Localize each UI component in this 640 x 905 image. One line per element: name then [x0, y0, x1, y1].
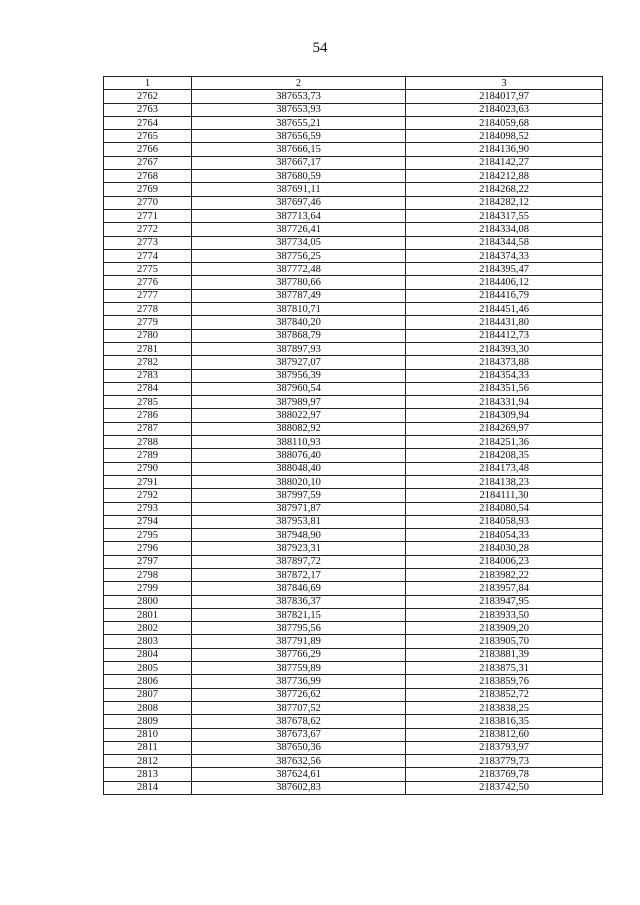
point-number-cell: 2778: [104, 303, 192, 316]
point-number-cell: 2763: [104, 103, 192, 116]
table-row: [104, 143, 603, 156]
coordinate-x-cell: 387697,46: [192, 196, 406, 209]
coordinate-x-cell: 387787,49: [192, 289, 406, 302]
table-row: [104, 675, 603, 688]
point-number-cell: 2801: [104, 608, 192, 621]
coordinate-y-cell: 2184282,12: [406, 196, 603, 209]
point-number-cell: 2765: [104, 130, 192, 143]
table-row: [104, 502, 603, 515]
table-row: [104, 369, 603, 382]
point-number-cell: 2764: [104, 116, 192, 129]
coordinate-y-cell: 2183933,50: [406, 608, 603, 621]
coordinate-x-cell: 388020,10: [192, 475, 406, 488]
coordinate-y-cell: 2184351,56: [406, 382, 603, 395]
coordinate-x-cell: 387791,89: [192, 635, 406, 648]
table-row: [104, 568, 603, 581]
coordinate-y-cell: 2184416,79: [406, 289, 603, 302]
coordinate-x-cell: 387810,71: [192, 303, 406, 316]
table-row: [104, 781, 603, 794]
coordinate-x-cell: 387655,21: [192, 116, 406, 129]
table-row: [104, 715, 603, 728]
coordinate-y-cell: 2184431,80: [406, 316, 603, 329]
point-number-cell: 2793: [104, 502, 192, 515]
coordinate-x-cell: 387678,62: [192, 715, 406, 728]
coordinate-x-cell: 387602,83: [192, 781, 406, 794]
point-number-cell: 2782: [104, 356, 192, 369]
page-number: 54: [312, 40, 328, 56]
coordinate-x-cell: 387734,05: [192, 236, 406, 249]
coordinate-y-cell: 2183838,25: [406, 701, 603, 714]
coordinate-x-cell: 387736,99: [192, 675, 406, 688]
header-row: [104, 77, 603, 90]
coordinate-x-cell: 387948,90: [192, 529, 406, 542]
coordinate-x-cell: 387780,66: [192, 276, 406, 289]
coordinate-x-cell: 387836,37: [192, 595, 406, 608]
coordinate-x-cell: 387656,59: [192, 130, 406, 143]
coordinate-y-cell: 2184309,94: [406, 409, 603, 422]
coordinate-x-cell: 387897,72: [192, 555, 406, 568]
table-row: [104, 542, 603, 555]
table-row: [104, 276, 603, 289]
coordinate-y-cell: 2183909,20: [406, 622, 603, 635]
point-number-cell: 2780: [104, 329, 192, 342]
coordinate-x-cell: 387666,15: [192, 143, 406, 156]
point-number-cell: 2766: [104, 143, 192, 156]
table-row: [104, 183, 603, 196]
point-number-cell: 2769: [104, 183, 192, 196]
coordinate-x-cell: 387971,87: [192, 502, 406, 515]
coordinate-y-cell: 2184142,27: [406, 156, 603, 169]
coordinate-y-cell: 2184017,97: [406, 90, 603, 103]
coordinate-x-cell: 387759,89: [192, 662, 406, 675]
point-number-cell: 2812: [104, 755, 192, 768]
point-number-cell: 2806: [104, 675, 192, 688]
coordinate-y-cell: 2183905,70: [406, 635, 603, 648]
table-row: [104, 396, 603, 409]
coordinate-x-cell: 388110,93: [192, 436, 406, 449]
coordinate-x-cell: 387726,41: [192, 223, 406, 236]
point-number-cell: 2777: [104, 289, 192, 302]
point-number-cell: 2795: [104, 529, 192, 542]
point-number-cell: 2775: [104, 263, 192, 276]
table-row: [104, 236, 603, 249]
coordinate-x-cell: 387840,20: [192, 316, 406, 329]
coordinate-x-cell: 388076,40: [192, 449, 406, 462]
coordinate-x-cell: 387897,93: [192, 342, 406, 355]
point-number-cell: 2804: [104, 648, 192, 661]
coordinate-y-cell: 2184393,30: [406, 342, 603, 355]
point-number-cell: 2773: [104, 236, 192, 249]
table-row: [104, 515, 603, 528]
coordinate-x-cell: 388022,97: [192, 409, 406, 422]
coordinate-x-cell: 387624,61: [192, 768, 406, 781]
coordinate-x-cell: 387653,93: [192, 103, 406, 116]
table-row: [104, 608, 603, 621]
table-row: [104, 728, 603, 741]
table-row: [104, 768, 603, 781]
coordinate-x-cell: 387953,81: [192, 515, 406, 528]
coordinate-y-cell: 2183852,72: [406, 688, 603, 701]
coordinate-y-cell: 2184136,90: [406, 143, 603, 156]
coordinate-x-cell: 387667,17: [192, 156, 406, 169]
coordinate-x-cell: 387997,59: [192, 489, 406, 502]
coordinate-y-cell: 2184098,52: [406, 130, 603, 143]
point-number-cell: 2802: [104, 622, 192, 635]
point-number-cell: 2803: [104, 635, 192, 648]
coordinate-y-cell: 2184054,33: [406, 529, 603, 542]
coordinate-y-cell: 2183982,22: [406, 568, 603, 581]
coordinate-x-cell: 387713,64: [192, 209, 406, 222]
point-number-cell: 2796: [104, 542, 192, 555]
coordinate-y-cell: 2184006,23: [406, 555, 603, 568]
coordinate-x-cell: 387989,97: [192, 396, 406, 409]
table-body: [104, 90, 603, 795]
table-row: [104, 103, 603, 116]
table-row: [104, 688, 603, 701]
coordinate-y-cell: 2184406,12: [406, 276, 603, 289]
column-header-2: 2: [192, 77, 406, 90]
point-number-cell: 2800: [104, 595, 192, 608]
point-number-cell: 2813: [104, 768, 192, 781]
table-row: [104, 422, 603, 435]
table-row: [104, 116, 603, 129]
coordinate-x-cell: 387673,67: [192, 728, 406, 741]
table-row: [104, 662, 603, 675]
coordinate-y-cell: 2184208,35: [406, 449, 603, 462]
table-row: [104, 436, 603, 449]
coordinate-y-cell: 2184451,46: [406, 303, 603, 316]
coordinate-y-cell: 2183769,78: [406, 768, 603, 781]
point-number-cell: 2781: [104, 342, 192, 355]
table-row: [104, 529, 603, 542]
table-row: [104, 90, 603, 103]
coordinate-x-cell: 388048,40: [192, 462, 406, 475]
point-number-cell: 2792: [104, 489, 192, 502]
coordinate-y-cell: 2184173,48: [406, 462, 603, 475]
table-row: [104, 263, 603, 276]
point-number-cell: 2814: [104, 781, 192, 794]
table-row: [104, 622, 603, 635]
point-number-cell: 2779: [104, 316, 192, 329]
coordinate-y-cell: 2184412,73: [406, 329, 603, 342]
table-row: [104, 755, 603, 768]
table-header: [104, 77, 603, 90]
table-row: [104, 329, 603, 342]
coordinate-y-cell: 2184331,94: [406, 396, 603, 409]
point-number-cell: 2791: [104, 475, 192, 488]
coordinate-y-cell: 2184080,54: [406, 502, 603, 515]
coordinate-y-cell: 2184023,63: [406, 103, 603, 116]
coordinate-x-cell: 387821,15: [192, 608, 406, 621]
point-number-cell: 2783: [104, 369, 192, 382]
coordinate-y-cell: 2183859,76: [406, 675, 603, 688]
table-row: [104, 249, 603, 262]
coordinate-y-cell: 2183816,35: [406, 715, 603, 728]
point-number-cell: 2790: [104, 462, 192, 475]
coordinate-y-cell: 2183742,50: [406, 781, 603, 794]
coordinate-y-cell: 2184212,88: [406, 170, 603, 183]
point-number-cell: 2808: [104, 701, 192, 714]
table-row: [104, 462, 603, 475]
coordinate-x-cell: 387680,59: [192, 170, 406, 183]
coordinate-y-cell: 2184395,47: [406, 263, 603, 276]
coordinate-y-cell: 2184111,30: [406, 489, 603, 502]
point-number-cell: 2797: [104, 555, 192, 568]
coordinate-y-cell: 2183947,95: [406, 595, 603, 608]
column-header-1: 1: [104, 77, 192, 90]
table-row: [104, 303, 603, 316]
coordinate-x-cell: 387772,48: [192, 263, 406, 276]
point-number-cell: 2776: [104, 276, 192, 289]
table-row: [104, 648, 603, 661]
point-number-cell: 2805: [104, 662, 192, 675]
point-number-cell: 2798: [104, 568, 192, 581]
point-number-cell: 2788: [104, 436, 192, 449]
point-number-cell: 2767: [104, 156, 192, 169]
table-row: [104, 741, 603, 754]
coordinate-y-cell: 2183875,31: [406, 662, 603, 675]
point-number-cell: 2789: [104, 449, 192, 462]
point-number-cell: 2807: [104, 688, 192, 701]
coordinate-y-cell: 2183881,39: [406, 648, 603, 661]
table-row: [104, 489, 603, 502]
coordinate-x-cell: 387956,39: [192, 369, 406, 382]
coordinate-x-cell: 387846,69: [192, 582, 406, 595]
coordinate-x-cell: 387960,54: [192, 382, 406, 395]
coordinate-y-cell: 2184373,88: [406, 356, 603, 369]
point-number-cell: 2771: [104, 209, 192, 222]
point-number-cell: 2784: [104, 382, 192, 395]
table-row: [104, 449, 603, 462]
point-number-cell: 2794: [104, 515, 192, 528]
coordinate-x-cell: 387766,29: [192, 648, 406, 661]
point-number-cell: 2768: [104, 170, 192, 183]
coordinate-y-cell: 2184268,22: [406, 183, 603, 196]
coordinate-x-cell: 388082,92: [192, 422, 406, 435]
table-row: [104, 170, 603, 183]
point-number-cell: 2787: [104, 422, 192, 435]
table-row: [104, 475, 603, 488]
table-row: [104, 382, 603, 395]
table-row: [104, 342, 603, 355]
table-row: [104, 316, 603, 329]
coordinate-y-cell: 2184354,33: [406, 369, 603, 382]
table-row: [104, 409, 603, 422]
table-row: [104, 209, 603, 222]
coordinate-x-cell: 387923,31: [192, 542, 406, 555]
coordinate-x-cell: 387653,73: [192, 90, 406, 103]
table-row: [104, 156, 603, 169]
point-number-cell: 2786: [104, 409, 192, 422]
coordinate-y-cell: 2183957,84: [406, 582, 603, 595]
point-number-cell: 2785: [104, 396, 192, 409]
coordinate-y-cell: 2184030,28: [406, 542, 603, 555]
point-number-cell: 2774: [104, 249, 192, 262]
point-number-cell: 2811: [104, 741, 192, 754]
coordinate-y-cell: 2183812,60: [406, 728, 603, 741]
coordinate-x-cell: 387632,56: [192, 755, 406, 768]
point-number-cell: 2810: [104, 728, 192, 741]
coordinate-x-cell: 387868,79: [192, 329, 406, 342]
table-row: [104, 582, 603, 595]
coordinate-x-cell: 387927,07: [192, 356, 406, 369]
coordinate-x-cell: 387756,25: [192, 249, 406, 262]
coordinate-y-cell: 2183793,97: [406, 741, 603, 754]
coordinates-table: [103, 76, 603, 795]
coordinate-y-cell: 2184138,23: [406, 475, 603, 488]
table-row: [104, 196, 603, 209]
coordinate-x-cell: 387872,17: [192, 568, 406, 581]
table-row: [104, 701, 603, 714]
coordinate-y-cell: 2184317,55: [406, 209, 603, 222]
table-row: [104, 595, 603, 608]
table-row: [104, 635, 603, 648]
table-row: [104, 555, 603, 568]
coordinate-y-cell: 2184059,68: [406, 116, 603, 129]
coordinate-x-cell: 387707,52: [192, 701, 406, 714]
coordinate-y-cell: 2184334,08: [406, 223, 603, 236]
coordinate-y-cell: 2184374,33: [406, 249, 603, 262]
coordinate-y-cell: 2184251,36: [406, 436, 603, 449]
coordinate-x-cell: 387795,56: [192, 622, 406, 635]
point-number-cell: 2772: [104, 223, 192, 236]
table-row: [104, 223, 603, 236]
coordinate-x-cell: 387650,36: [192, 741, 406, 754]
point-number-cell: 2762: [104, 90, 192, 103]
point-number-cell: 2799: [104, 582, 192, 595]
coordinate-x-cell: 387691,11: [192, 183, 406, 196]
table-row: [104, 289, 603, 302]
point-number-cell: 2770: [104, 196, 192, 209]
table-row: [104, 130, 603, 143]
coordinate-x-cell: 387726,62: [192, 688, 406, 701]
coordinate-y-cell: 2184058,93: [406, 515, 603, 528]
coordinate-y-cell: 2184269,97: [406, 422, 603, 435]
point-number-cell: 2809: [104, 715, 192, 728]
table-row: [104, 356, 603, 369]
coordinate-y-cell: 2183779,73: [406, 755, 603, 768]
coordinate-y-cell: 2184344,58: [406, 236, 603, 249]
column-header-3: 3: [406, 77, 603, 90]
